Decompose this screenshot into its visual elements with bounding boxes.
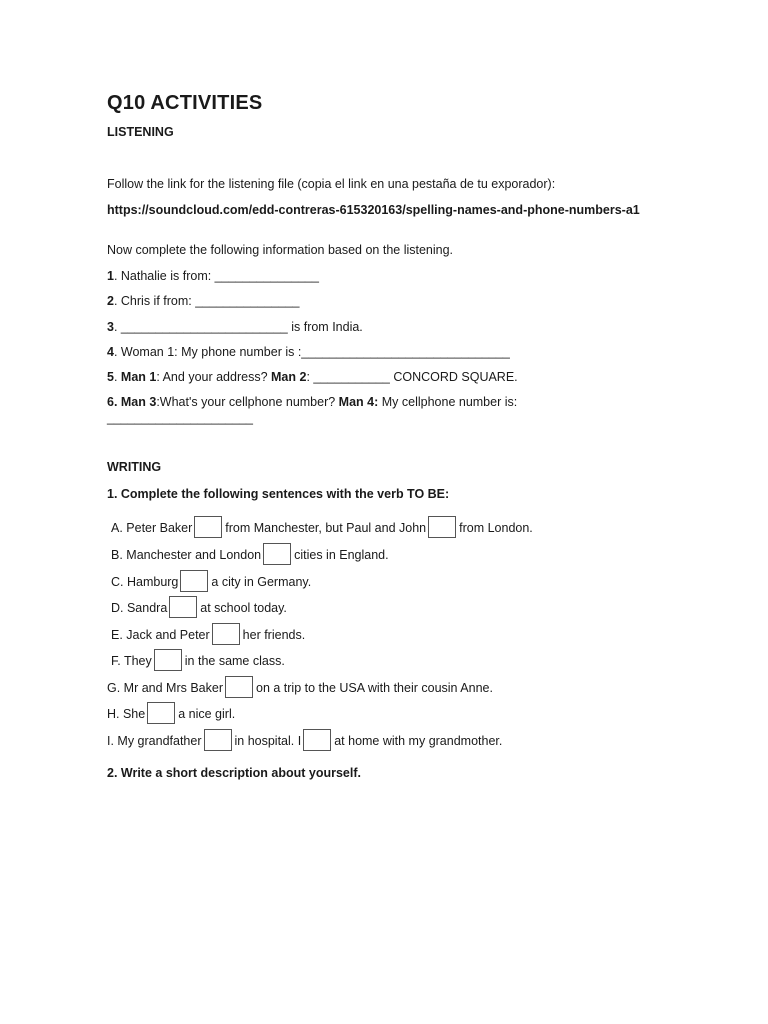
writing-heading: WRITING [107, 460, 162, 474]
answer-box[interactable] [169, 596, 197, 618]
item-text: :What's your cellphone number? [156, 395, 339, 409]
answer-box[interactable] [180, 570, 208, 592]
soundcloud-link[interactable]: https://soundcloud.com/edd-contreras-615320163/spelling-names-and-phone-numbers-a1 [107, 203, 640, 217]
answer-box[interactable] [263, 543, 291, 565]
sentence-row [107, 702, 235, 724]
item-text: : ___________ CONCORD SQUARE. [306, 370, 518, 384]
item-number: 1 [107, 269, 114, 283]
item-number: 2 [107, 294, 114, 308]
answer-box[interactable] [194, 516, 222, 538]
answer-box[interactable] [303, 729, 331, 751]
sentence-row [111, 623, 305, 645]
sentence-row [111, 570, 311, 592]
sentence-text: F. They [111, 654, 152, 668]
sentence-text: a city in Germany. [211, 575, 312, 589]
listening-item [107, 345, 510, 359]
sentence-row [111, 649, 285, 671]
sentence-text: cities in England. [294, 548, 389, 562]
sentence-text: B. Manchester and London [111, 548, 262, 562]
sentence-row [111, 543, 389, 565]
answer-box[interactable] [204, 729, 232, 751]
speaker-label: Man 1 [120, 370, 157, 384]
sentence-text: H. She [107, 707, 146, 721]
answer-box[interactable] [147, 702, 175, 724]
item-text: . Woman 1: My phone number is :______________________________ [113, 345, 510, 359]
item-number: 4 [107, 345, 114, 359]
sentence-text: G. Mr and Mrs Baker [107, 681, 223, 695]
sentence-text: in the same class. [184, 654, 285, 668]
listening-prompt: Now complete the following information based on the listening. [107, 243, 454, 257]
sentence-row [111, 596, 287, 618]
speaker-label: Man 2 [271, 370, 307, 384]
sentence-text: I. My grandfather [107, 734, 202, 748]
listening-item [107, 395, 517, 409]
item-number: 6. Man 3 [107, 395, 157, 409]
sentence-text: from Manchester, but Paul and John [225, 521, 427, 535]
item-text: . ________________________ is from India. [113, 320, 363, 334]
listening-item [107, 320, 363, 334]
sentence-text: C. Hamburg [111, 575, 179, 589]
sentence-text: D. Sandra [111, 601, 168, 615]
item-text: . Nathalie is from: _______________ [113, 269, 319, 283]
answer-line: _____________________ [107, 411, 253, 425]
sentence-text: her friends. [242, 628, 306, 642]
sentence-text: in hospital. I [234, 734, 302, 748]
answer-box[interactable] [154, 649, 182, 671]
item-text: : And your address? [156, 370, 271, 384]
sentence-text: from London. [459, 521, 533, 535]
sentence-text: at home with my grandmother. [334, 734, 503, 748]
writing-question-2: 2. Write a short description about yourself. [107, 766, 361, 780]
listening-heading: LISTENING [107, 125, 174, 139]
sentence-row [107, 676, 493, 698]
sentence-text: E. Jack and Peter [111, 628, 210, 642]
answer-box[interactable] [212, 623, 240, 645]
item-text: . Chris if from: _______________ [113, 294, 300, 308]
listening-item [107, 370, 518, 384]
sentence-text: on a trip to the USA with their cousin Anne. [256, 681, 493, 695]
speaker-label: Man 4: [338, 395, 379, 409]
item-number: 5 [107, 370, 114, 384]
answer-box[interactable] [225, 676, 253, 698]
listening-instruction: Follow the link for the listening file (copia el link en una pestaña de tu exporador): [107, 177, 556, 191]
writing-question-1: 1. Complete the following sentences with the verb TO BE: [107, 487, 450, 501]
sentence-text: at school today. [200, 601, 287, 615]
answer-box[interactable] [428, 516, 456, 538]
sentence-row [107, 729, 502, 751]
listening-item [107, 294, 300, 308]
item-number: 3 [107, 320, 114, 334]
item-text: My cellphone number is: [378, 395, 518, 409]
sentence-text: a nice girl. [178, 707, 236, 721]
listening-item [107, 269, 319, 283]
sentence-row [111, 516, 533, 538]
sentence-text: A. Peter Baker [111, 521, 193, 535]
page-title: Q10 ACTIVITIES [107, 92, 263, 114]
item-text: . [113, 370, 121, 384]
